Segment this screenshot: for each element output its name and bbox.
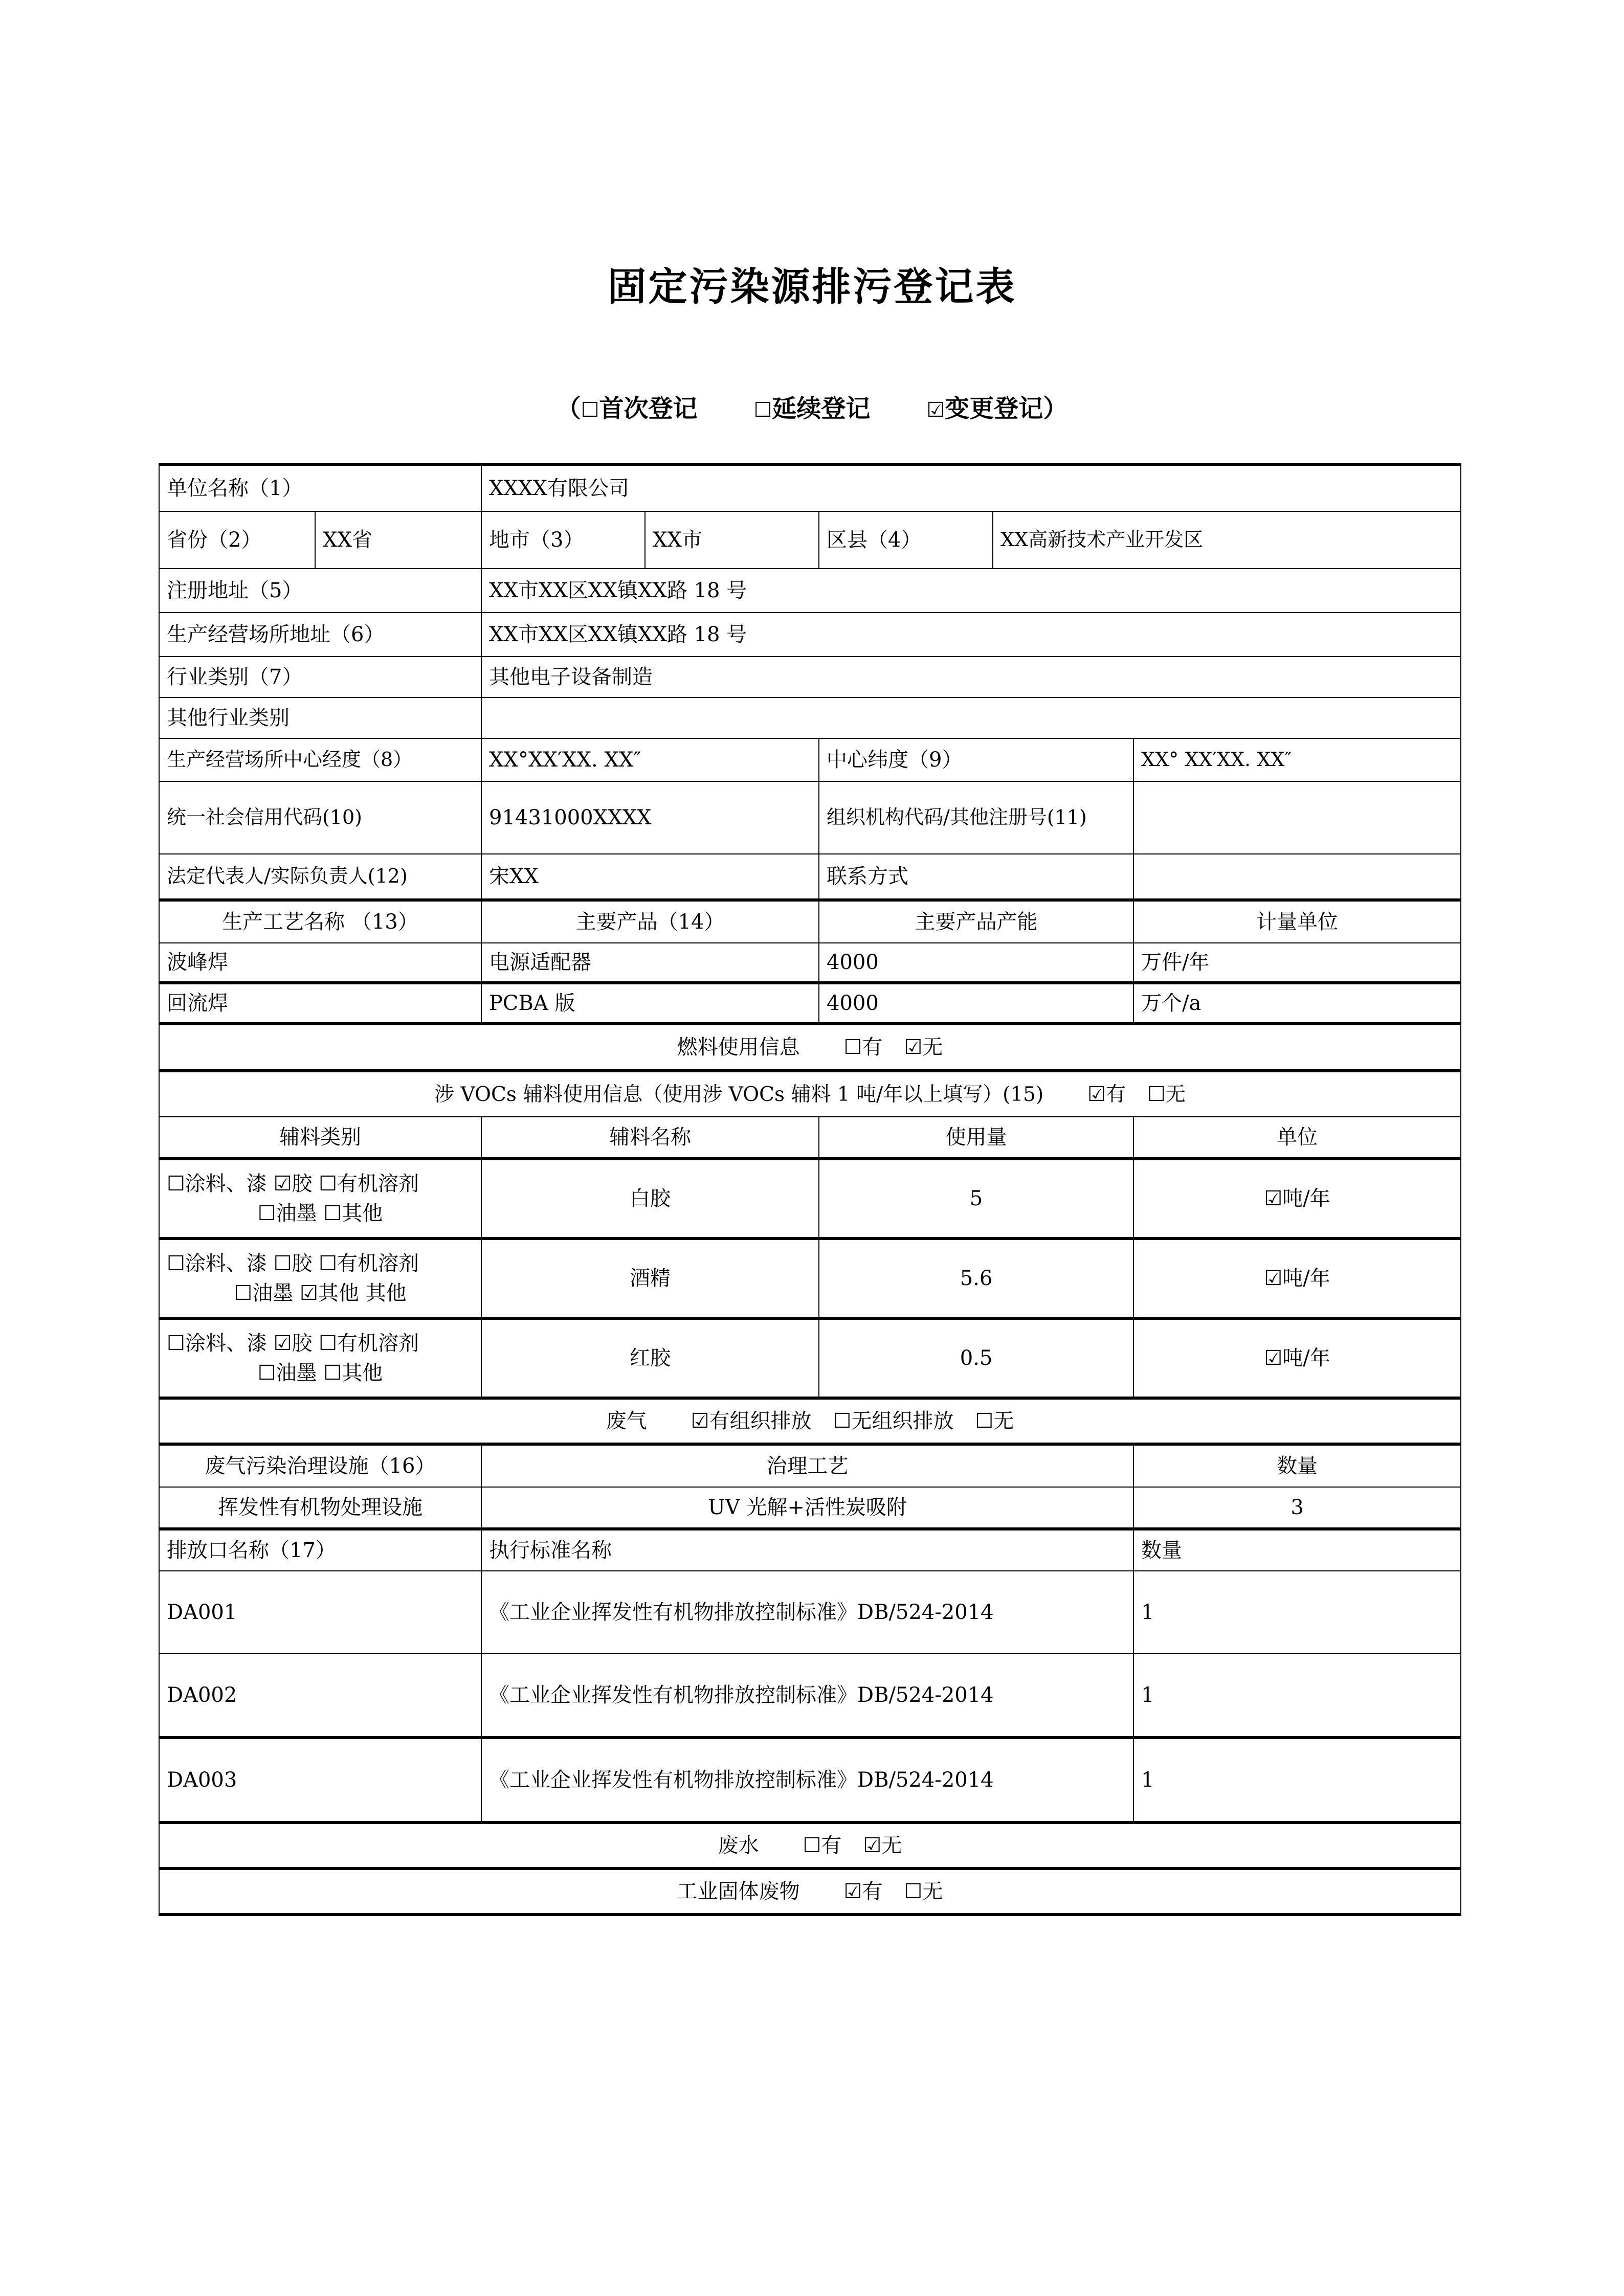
longitude-label: 生产经营场所中心经度（8）	[159, 738, 481, 781]
table-row-production-header	[159, 900, 1461, 943]
vocs-category-line2[interactable]: ☐油墨 ☐其他	[257, 1202, 383, 1225]
facility-header-count: 数量	[1133, 1444, 1461, 1487]
solid-waste-option-yes: 有	[862, 1880, 883, 1903]
waste-water-option-no: 无	[881, 1834, 902, 1857]
table-row-production-item	[159, 983, 1461, 1024]
outlet-standard[interactable]: 《工业企业挥发性有机物排放控制标准》DB/524-2014	[481, 1738, 1133, 1822]
registered-address-value[interactable]: XX市XX区XX镇XX路 18 号	[481, 569, 1461, 613]
district-label: 区县（4）	[819, 511, 993, 569]
vocs-header-cell	[159, 1071, 1461, 1117]
waste-gas-cell	[159, 1398, 1461, 1444]
vocs-option-yes-label: 有	[1106, 1083, 1126, 1106]
table-row-facility-item	[159, 1487, 1461, 1529]
table-row-unit-name	[159, 464, 1461, 511]
vocs-option-no-label: 无	[1165, 1083, 1186, 1106]
registration-type-label-renewal: 延续登记	[772, 394, 871, 423]
vocs-category-cell[interactable]	[159, 1239, 481, 1318]
production-header-capacity: 主要产品产能	[819, 900, 1133, 943]
solid-waste-option-no: 无	[922, 1880, 943, 1903]
vocs-category-line1[interactable]: ☐涂料、漆 ☑胶 ☐有机溶剂	[167, 1172, 419, 1196]
table-row-vocs-material	[159, 1239, 1461, 1318]
credit-code-label: 统一社会信用代码(10)	[159, 781, 481, 854]
vocs-category-cell[interactable]	[159, 1318, 481, 1398]
waste-water-cell	[159, 1822, 1461, 1869]
vocs-material-name[interactable]: 红胶	[481, 1318, 819, 1398]
registration-type-option-renewal[interactable]	[754, 389, 871, 424]
vocs-category-line2[interactable]: ☐油墨 ☐其他	[257, 1361, 383, 1385]
table-row-vocs-header	[159, 1071, 1461, 1117]
production-header-process: 生产工艺名称 （13）	[159, 900, 481, 943]
vocs-material-unit[interactable]: ☑吨/年	[1133, 1318, 1461, 1398]
contact-label: 联系方式	[819, 854, 1133, 900]
vocs-header-text: 涉 VOCs 辅料使用信息（使用涉 VOCs 辅料 1 吨/年以上填写）(15)	[434, 1083, 1044, 1106]
vocs-material-amount[interactable]: 5	[819, 1159, 1133, 1239]
table-row-registered-address	[159, 569, 1461, 613]
outlet-count[interactable]: 1	[1133, 1654, 1461, 1738]
paren-open: （	[556, 394, 581, 423]
table-row-outlet-item	[159, 1738, 1461, 1822]
industry-value[interactable]: 其他电子设备制造	[481, 657, 1461, 697]
table-row-industry	[159, 657, 1461, 697]
checkbox-unorganized-emission[interactable]: ☐	[833, 1409, 852, 1433]
registration-form-table	[159, 463, 1461, 1916]
registration-type-row	[0, 389, 1624, 424]
table-row-legal-person	[159, 854, 1461, 900]
checkbox-waste-water-yes[interactable]: ☐	[803, 1834, 821, 1857]
legal-person-label: 法定代表人/实际负责人(12)	[159, 854, 481, 900]
other-industry-value[interactable]	[481, 697, 1461, 738]
vocs-material-amount[interactable]: 0.5	[819, 1318, 1133, 1398]
checkbox-change-registration[interactable]: ☑	[926, 398, 945, 422]
checkbox-organized-emission[interactable]: ☑	[691, 1409, 709, 1433]
vocs-column-name: 辅料名称	[481, 1117, 819, 1159]
table-row-coordinates	[159, 738, 1461, 781]
waste-gas-option-unorganized: 无组织排放	[851, 1409, 954, 1433]
waste-gas-option-organized: 有组织排放	[709, 1409, 812, 1433]
table-row-region	[159, 511, 1461, 569]
checkbox-solid-waste-no[interactable]: ☐	[904, 1880, 923, 1903]
unit-name-value[interactable]: XXXX有限公司	[481, 464, 1461, 511]
checkbox-vocs-no[interactable]: ☐	[1147, 1082, 1166, 1106]
facility-name[interactable]: 挥发性有机物处理设施	[159, 1487, 481, 1529]
table-row-waste-water	[159, 1822, 1461, 1869]
vocs-material-unit[interactable]: ☑吨/年	[1133, 1239, 1461, 1318]
facility-header-name: 废气污染治理设施（16）	[159, 1444, 481, 1487]
org-code-label: 组织机构代码/其他注册号(11)	[819, 781, 1133, 854]
table-row-credit-code	[159, 781, 1461, 854]
checkbox-solid-waste-yes[interactable]: ☑	[843, 1880, 862, 1903]
vocs-material-unit[interactable]: ☑吨/年	[1133, 1159, 1461, 1239]
facility-process[interactable]: UV 光解+活性炭吸附	[481, 1487, 1133, 1529]
outlet-header-standard: 执行标准名称	[481, 1529, 1133, 1571]
vocs-column-amount: 使用量	[819, 1117, 1133, 1159]
registration-type-option-change[interactable]	[926, 389, 1043, 424]
table-row-waste-gas	[159, 1398, 1461, 1444]
province-label: 省份（2）	[159, 511, 315, 569]
vocs-category-line1[interactable]: ☐涂料、漆 ☑胶 ☐有机溶剂	[167, 1332, 419, 1355]
outlet-count[interactable]: 1	[1133, 1571, 1461, 1654]
legal-person-value[interactable]: 宋XX	[481, 854, 819, 900]
vocs-column-unit: 单位	[1133, 1117, 1461, 1159]
checkbox-renewal-registration[interactable]: ☐	[753, 398, 772, 422]
outlet-standard[interactable]: 《工业企业挥发性有机物排放控制标准》DB/524-2014	[481, 1654, 1133, 1738]
production-process[interactable]: 回流焊	[159, 983, 481, 1024]
checkbox-no-emission[interactable]: ☐	[975, 1409, 994, 1433]
other-industry-label: 其他行业类别	[159, 697, 481, 738]
vocs-column-category: 辅料类别	[159, 1117, 481, 1159]
table-row-outlet-header	[159, 1529, 1461, 1571]
production-header-product: 主要产品（14）	[481, 900, 819, 943]
city-value[interactable]: XX市	[645, 511, 819, 569]
table-row-vocs-material	[159, 1159, 1461, 1239]
vocs-category-line2[interactable]: ☐油墨 ☑其他 其他	[234, 1281, 407, 1305]
registration-type-label-change: 变更登记	[945, 394, 1043, 423]
waste-gas-label: 废气	[606, 1409, 647, 1433]
vocs-material-amount[interactable]: 5.6	[819, 1239, 1133, 1318]
table-row-solid-waste	[159, 1869, 1461, 1915]
site-address-label: 生产经营场所地址（6）	[159, 613, 481, 657]
waste-water-label: 废水	[718, 1834, 759, 1857]
production-product[interactable]: PCBA 版	[481, 983, 819, 1024]
latitude-value[interactable]: XX° XX′XX. XX″	[1133, 738, 1461, 781]
table-row-vocs-columns	[159, 1117, 1461, 1159]
solid-waste-label: 工业固体废物	[677, 1880, 800, 1903]
table-row-outlet-item	[159, 1654, 1461, 1738]
table-row-production-item	[159, 943, 1461, 983]
outlet-name[interactable]: DA002	[159, 1654, 481, 1738]
production-process[interactable]: 波峰焊	[159, 943, 481, 983]
fuel-info-cell	[159, 1024, 1461, 1071]
vocs-category-line1[interactable]: ☐涂料、漆 ☐胶 ☐有机溶剂	[167, 1252, 419, 1275]
registered-address-label: 注册地址（5）	[159, 569, 481, 613]
paren-close: ）	[1043, 394, 1068, 423]
table-row-site-address	[159, 613, 1461, 657]
checkbox-waste-water-no[interactable]: ☑	[863, 1834, 882, 1857]
table-row-facility-header	[159, 1444, 1461, 1487]
production-unit[interactable]: 万个/a	[1133, 983, 1461, 1024]
province-value[interactable]: XX省	[315, 511, 481, 569]
production-capacity[interactable]: 4000	[819, 983, 1133, 1024]
registration-type-label-first: 首次登记	[599, 394, 698, 423]
table-row-fuel	[159, 1024, 1461, 1071]
page-title: 固定污染源排污登记表	[607, 264, 1017, 309]
waste-gas-option-none: 无	[993, 1409, 1014, 1433]
contact-value[interactable]	[1133, 854, 1461, 900]
fuel-label: 燃料使用信息	[677, 1036, 800, 1059]
checkbox-fuel-yes[interactable]: ☐	[843, 1036, 862, 1059]
district-value[interactable]: XX高新技术产业开发区	[993, 511, 1461, 569]
production-unit[interactable]: 万件/年	[1133, 943, 1461, 983]
table-row-vocs-material	[159, 1318, 1461, 1398]
production-product[interactable]: 电源适配器	[481, 943, 819, 983]
vocs-category-cell[interactable]	[159, 1159, 481, 1239]
org-code-value[interactable]	[1133, 781, 1461, 854]
facility-header-process: 治理工艺	[481, 1444, 1133, 1487]
fuel-option-yes-label: 有	[862, 1036, 883, 1059]
production-header-unit: 计量单位	[1133, 900, 1461, 943]
unit-name-label: 单位名称（1）	[159, 464, 481, 511]
checkbox-vocs-yes[interactable]: ☑	[1087, 1082, 1106, 1106]
site-address-value[interactable]: XX市XX区XX镇XX路 18 号	[481, 613, 1461, 657]
production-capacity[interactable]: 4000	[819, 943, 1133, 983]
facility-count[interactable]: 3	[1133, 1487, 1461, 1529]
outlet-name[interactable]: DA001	[159, 1571, 481, 1654]
outlet-header-name: 排放口名称（17）	[159, 1529, 481, 1571]
industry-label: 行业类别（7）	[159, 657, 481, 697]
fuel-option-no-label: 无	[922, 1036, 943, 1059]
outlet-header-count: 数量	[1133, 1529, 1461, 1571]
outlet-count[interactable]: 1	[1133, 1738, 1461, 1822]
solid-waste-cell	[159, 1869, 1461, 1915]
checkbox-fuel-no[interactable]: ☑	[904, 1036, 923, 1059]
longitude-value[interactable]: XX°XX′XX. XX″	[481, 738, 819, 781]
outlet-standard[interactable]: 《工业企业挥发性有机物排放控制标准》DB/524-2014	[481, 1571, 1133, 1654]
table-row-outlet-item	[159, 1571, 1461, 1654]
table-row-other-industry	[159, 697, 1461, 738]
checkbox-first-registration[interactable]: ☐	[581, 398, 599, 422]
vocs-material-name[interactable]: 白胶	[481, 1159, 819, 1239]
credit-code-value[interactable]: 91431000XXXX	[481, 781, 819, 854]
outlet-name[interactable]: DA003	[159, 1738, 481, 1822]
registration-type-option-first[interactable]	[581, 389, 698, 424]
waste-water-option-yes: 有	[821, 1834, 842, 1857]
latitude-label: 中心纬度（9）	[819, 738, 1133, 781]
city-label: 地市（3）	[481, 511, 645, 569]
vocs-material-name[interactable]: 酒精	[481, 1239, 819, 1318]
